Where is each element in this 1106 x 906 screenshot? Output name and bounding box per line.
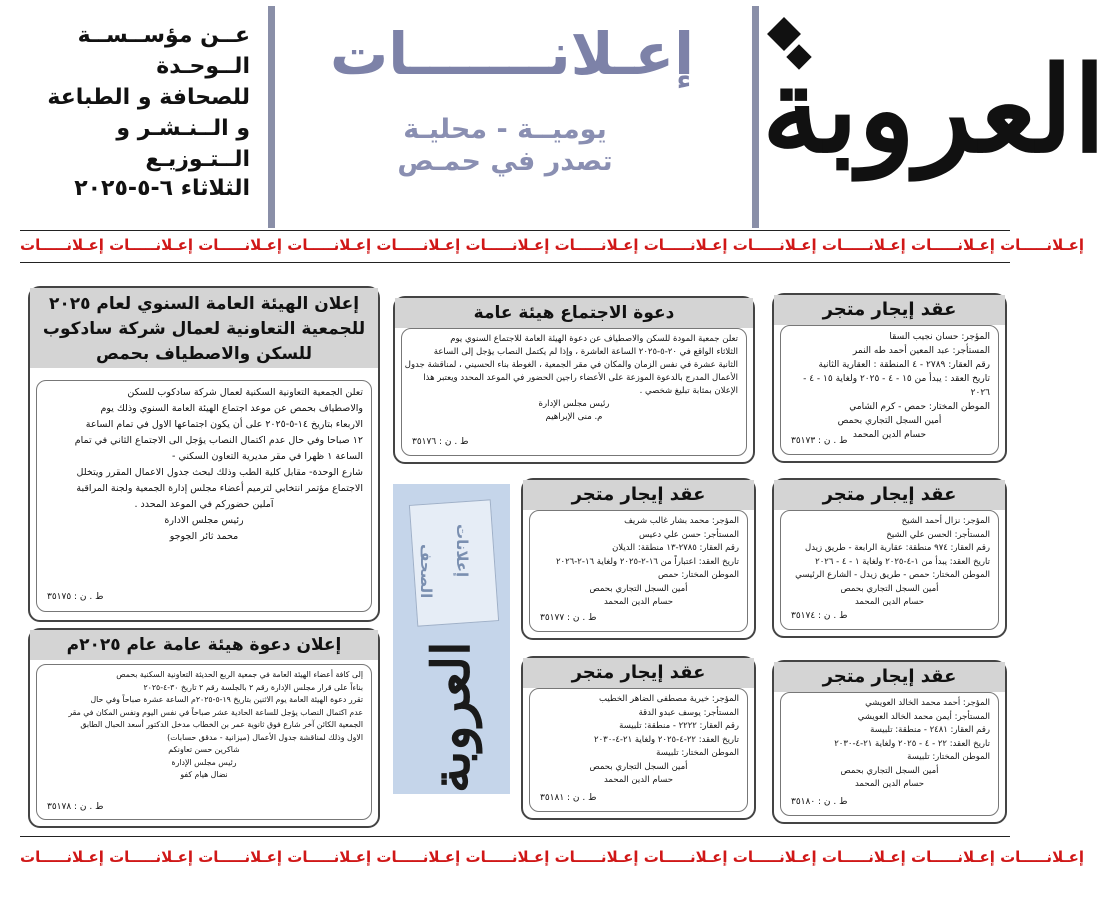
publisher-line: للصحافة و الطباعة [47,85,250,110]
ad-line: تقرر دعوة الهيئة العامة يوم الاثنين بتاريخ ١٩-٥-٢٠٢٥م الساعة عشرة صباحاً وفي حال [90,695,363,704]
ad-body [780,325,999,455]
ad-line: الساعة ١ ظهرا في مقر مديرية التعاون السكني - [172,451,363,462]
ad-line: أمين السجل التجاري بحمص [837,416,942,426]
masthead-divider [268,6,275,228]
ad-line: حسام الدين المحمد [603,775,674,785]
ad-line: الأعمال المدرج بالدعوة الموزعة على الأعضاء راجين الحضور في الموعد المحدد ويعتبر هذا [423,373,738,383]
ad-line: أمين السجل التجاري بحمص [840,765,939,776]
promo-label: الصحف [417,544,435,599]
ad-reference: ط . ن : ٣٥١٨٠ [791,796,848,807]
ad-line: عدم اكتمال النصاب يؤجل للساعة الحادية عشر صباحاً في نفس اليوم ونفس المكان في مقر [68,707,363,717]
ad-line: المستأجر: حسن علي دعيس [638,529,739,540]
ad-title: عقد إيجار متجر [774,295,1005,325]
ad-general-assembly [28,628,380,828]
ad-reference: ط . ن : ٣٥١٧٣ [791,436,848,446]
ad-body [780,692,999,816]
section-title: إعـلانـــــــات [330,20,694,88]
ad-line: تعلن الجمعية التعاونية السكنية لعمال شركة سادكوب للسكن [127,387,363,398]
ad-title: إعلان دعوة هيئة عامة عام ٢٠٢٥م [30,630,378,660]
section-subtitle: يوميــة - محليـة [403,114,607,145]
strip-rule [20,836,1010,837]
ad-line: الإعلان بمثابة تبليغ شخصي . [639,386,738,396]
ad-line: تاريخ العقد: اعتباراً من ١٦-٢-٢٠٢٥ ولغاية ١٦-٢-٢٠٢٦ [555,556,739,567]
ad-reference: ط . ن : ٣٥١٧٤ [791,610,848,621]
ad-line: المستأجر: يوسف عبدو الدقة [638,707,739,718]
ad-line: أمين السجل التجاري بحمص [589,761,688,772]
ad-signature: شاكرين حسن تعاونكم [168,745,240,754]
promo-logo: العروبة [421,641,482,793]
ad-line: الموطن المختار: حمص - طريق زيدل - الشارع الرئيسي [795,570,990,580]
ad-line: المستأجر: أيمن محمد الخالد العويشي [857,711,990,722]
ad-lease-2 [772,478,1007,638]
ad-line: المستأجر: عبد المعين أحمد طه النمر [852,346,990,356]
ads-strip-top: إعـلانـــــات إعـلانـــــات إعـلانـــــات إعـلانـــــات إعـلانـــــات إعـلانـــــات إعـلانـــــات إعـلانـــــات إعـلانـــــات إعـلانـــــات إعـلانـــــات إعـلانـــــات [20,236,1084,254]
newspaper-logo: العروبة [762,40,1106,179]
section-subtitle: تصدر في حمـص [397,146,613,177]
ad-body [529,510,748,632]
ad-line: الاجتماع مؤتمر انتخابي لترميم أعضاء مجلس إدارة الجمعية ولجنة المراقبة [76,483,363,494]
ad-line: الموطن المختار: حمص [658,570,739,580]
ad-signature: رئيس مجلس الادارة [164,515,244,526]
ads-strip-bottom: إعـلانـــــات إعـلانـــــات إعـلانـــــات إعـلانـــــات إعـلانـــــات إعـلانـــــات إعـلانـــــات إعـلانـــــات إعـلانـــــات إعـلانـــــات إعـلانـــــات إعـلانـــــات [20,848,1084,866]
ad-line: المؤجر: محمد بشار غالب شريف [624,516,739,526]
ad-line: المستأجر: الحسن علي الشيخ [886,529,990,540]
ad-line: ١٢ صباحا وفي حال عدم اكتمال النصاب يؤجل الى الاجتماع الثاني في تمام [74,435,363,446]
ad-lease-4 [521,656,756,820]
ad-reference: ط . ن : ٣٥١٧٥ [47,592,104,602]
ad-title: دعوة الاجتماع هيئة عامة [395,298,753,328]
ad-line: والاصطياف بحمص عن موعد اجتماع الهيئة العامة السنوي وذلك يوم [100,403,363,414]
ad-line: الثانية عشرة في نفس الزمان والمكان في مقر الجمعية ، الغوطة بناء الحسيني ، لمناقشة جدول [404,360,738,370]
ad-line: رقم العقار: ٢٧٨٩ - ٤ المنطقة : العقارية الثانية [818,360,990,370]
ad-line: رقم العقار: ٢٤٨١ - منطقة: تلبيسة [870,725,990,735]
ad-reference: ط . ن : ٣٥١٧٧ [540,612,597,623]
ad-line: ٢٠٢٦ [970,388,990,398]
ad-reference: ط . ن : ٣٥١٧٨ [47,801,104,812]
promo-label: إعلانات [453,524,471,578]
ad-title: إعلان الهيئة العامة السنوي لعام ٢٠٢٥ للجمعية التعاونية لعمال شركة سادكوب للسكن والاصطياف بحمص [30,288,378,368]
publisher-line: عــن مؤســســة الــوحـدة [77,23,250,79]
ad-line: الاربعاء بتاريخ ١٤-٥-٢٠٢٥ على أن يكون اجتماعها الاول في تمام الساعة [85,419,363,430]
ad-signature: آملين حضوركم في الموعد المحدد . [134,499,274,510]
ad-signature: نضال هيام كفو [180,770,228,779]
ad-line: شارع الوحدة- مقابل كلية الطب وذلك لبحث جدول الاعمال المقرر ويتخلل [76,467,363,478]
ad-line: رقم العقار: ٩٧٤ منطقة: عقارية الرابعة - طريق زيدل [805,543,990,553]
ad-line: حسام الدين المحمد [852,430,927,440]
ad-line: الثلاثاء الواقع في ٢٠-٥-٢٠٢٥ الساعة العاشرة ، وإذا لم يكتمل النصاب يؤجل إلى الساعة [433,347,738,357]
ad-line: بناءاً على قرار مجلس الإدارة رقم ٢ بالجلسة رقم ٢ تاريخ ٣٠-٤-٢٠٢٥ [143,682,363,692]
ad-body [401,328,747,456]
ad-signature: رئيس مجلس الإدارة [171,757,237,767]
ad-line: الموطن المختار: تلبيسة [656,748,739,758]
ad-signature: رئيس مجلس الإدارة [538,399,610,409]
ad-line: أمين السجل التجاري بحمص [840,583,939,594]
ad-line: إلى كافة أعضاء الهيئة العامة في جمعية الربع الحديثة التعاونية السكنية بحمص [116,670,363,679]
ad-lease-3 [521,478,756,640]
ad-line: رقم العقار: ٢٢٢٢ - منطقة: تلبيسة [619,721,739,731]
ad-line: تاريخ العقد : يبدأ من ١٥ - ٤ - ٢٠٢٥ ولغاية ١٥ - ٤ - [803,374,990,384]
ad-line: المؤجر: خيرية مصطفى الضاهر الخطيب [599,694,739,704]
issue-date: الثلاثاء ٦-٥-٢٠٢٥ [74,176,250,201]
ad-lease-1 [772,293,1007,463]
ad-title: عقد إيجار متجر [523,658,754,688]
strip-rule [20,230,1010,231]
ad-body [529,688,748,812]
ad-body [36,380,372,612]
ad-line: حسام الدين المحمد [854,779,925,789]
ad-line: الجمعية الكائن آخر شارع فوق ثانوية عمر بن الخطاب مدخل الدكتور أسعد الحبال الطابق [80,720,363,729]
ad-reference: ط . ن : ٣٥١٧٦ [412,437,469,447]
publisher-info [10,20,250,175]
promo-image [393,484,510,794]
ad-title: عقد إيجار متجر [774,662,1005,692]
ad-signature: م. منى الإبراهيم [545,412,603,422]
ad-line: المؤجر: نزال أحمد الشيخ [901,516,990,526]
strip-rule [20,262,1010,263]
ad-line: تاريخ العقد: ٢٢-٤-٢٠٢٥ ولغاية ٢١-٤-٢٠٣٠ [594,734,739,745]
ad-line: الموطن المختار: حمص - كرم الشامي [849,402,990,412]
ad-line: تاريخ العقد: يبدأ من ١-٤-٢٠٢٥ ولغاية ١ - ٤ - ٢٠٢٦ [815,556,990,567]
ad-signature: محمد ثائر الجوجو [169,531,239,542]
ad-meeting-invite [393,296,755,464]
masthead-divider [752,6,759,228]
ad-line: تاريخ العقد: ٢٢ - ٤ - ٢٠٢٥ ولغاية ٢١-٤-٢٠٣٠ [834,738,990,749]
ad-line: المؤجر: أحمد محمد الخالد العويشي [865,698,990,708]
ad-line: الاول وذلك لمناقشة جدول الأعمال (ميزانية - مدقق حسابات) [167,732,363,742]
ad-line: المؤجر: حسان نجيب السقا [889,332,990,342]
ad-annual-meeting [28,286,380,622]
ad-line: تعلن جمعية المودة للسكن والاصطياف عن دعوة الهيئة العامة للاجتماع السنوي يوم [450,334,738,344]
ad-title: عقد إيجار متجر [523,480,754,510]
ad-line: أمين السجل التجاري بحمص [589,583,688,594]
ad-body [780,510,999,630]
ad-body [36,664,372,820]
ad-line: حسام الدين المحمد [854,597,925,607]
ad-lease-5 [772,660,1007,824]
ad-title: عقد إيجار متجر [774,480,1005,510]
ad-line: الموطن المختار: تلبيسة [907,752,990,762]
publisher-line: و الــنـشـر و الــتـوزيـع [116,116,250,172]
ad-line: رقم العقار: ٢٧٨٥-١٣ منطقة: الديلان [612,543,739,553]
ad-reference: ط . ن : ٣٥١٨١ [540,792,597,803]
ad-line: حسام الدين المحمد [603,597,674,607]
